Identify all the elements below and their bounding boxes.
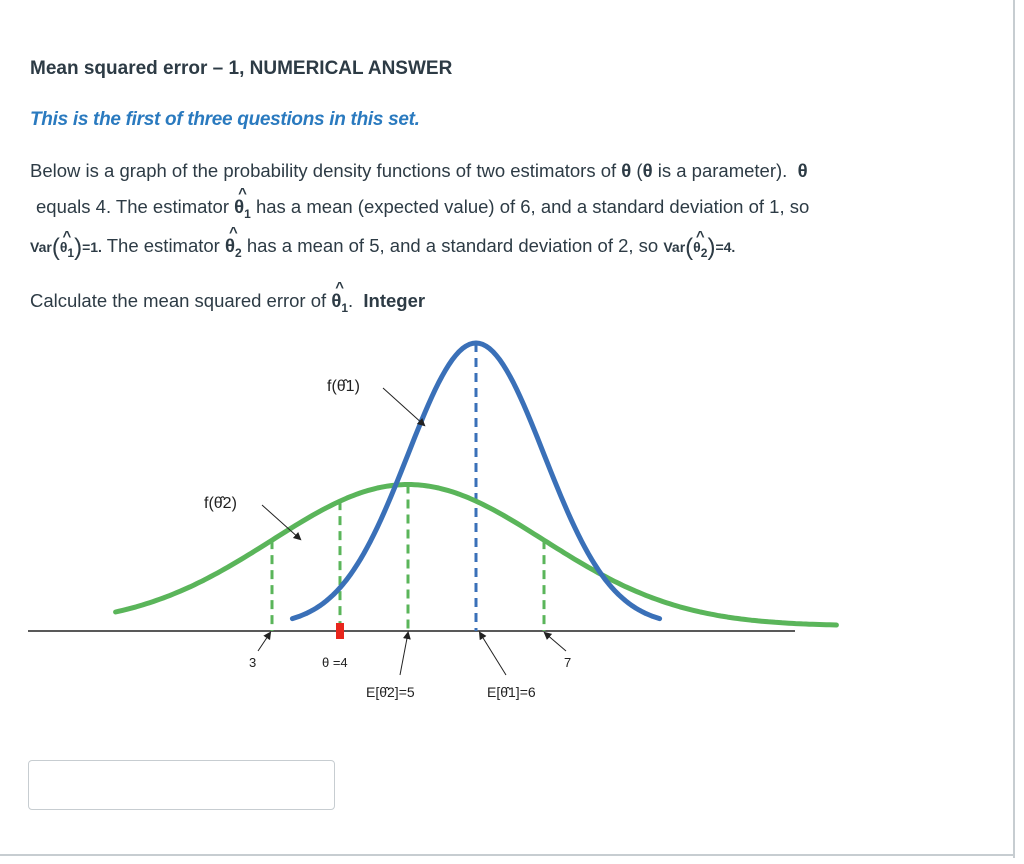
tick-label-theta: θ =4 [322,655,348,670]
theta-hat-2: ^ $\theta_2$ [225,224,242,260]
paragraph-line-4: Calculate the mean squared error of ^ $\theta_1$. Integer [30,279,426,315]
tick-label-7: 7 [564,655,572,670]
tick-label-3: 3 [249,655,257,670]
f2-curve-label: f(θ̂2) [204,495,237,512]
e2-arrow [400,633,408,675]
question-title: Mean squared error – 1, NUMERICAL ANSWER [30,58,453,79]
p2-text-a: equals 4. The estimator [36,196,229,217]
answer-type-label: Integer [363,290,426,311]
var-eq-1: =1. [82,239,102,255]
theta-hat-2: ^ θ2 [693,228,708,260]
f1-curve-label: f(θ̂1) [327,378,360,395]
answer-input[interactable] [28,760,335,810]
tick7-arrow [545,633,566,651]
p4-text-a: Calculate the mean squared error of [30,290,327,311]
theta-hat-1: ^ $\theta_1$ [234,185,251,221]
expected-theta2-label: E[θ̂2]=5 [366,684,415,700]
theta-hat-1: ^ $\theta_1$ [331,279,348,315]
theta-hat-1: ^ θ1 [59,228,75,260]
var-label: Var [30,239,52,255]
e1-arrow [480,633,506,675]
theta-symbol: θ [642,160,653,181]
paragraph-line-1 [30,160,808,182]
var-eq-2: =4. [715,239,736,255]
frame-bottom-border [0,854,1015,856]
var-label: Var [663,239,686,255]
p1-text-b: ( [636,160,643,181]
p2-text-b: has a mean (expected value) of 6, and a standard deviation of 1, so [255,196,810,217]
expected-theta1-label: E[θ̂1]=6 [487,684,536,700]
theta-true-marker [336,623,344,639]
paragraph-line-2 [36,185,810,221]
paragraph-line-3: Var( ^ θ1)=1. The estimator ^ $\theta_2$ has a mean of 5, and a standard deviation of 2, so Var( ^ θ2)=4. [30,224,736,261]
p1-text-c: is a parameter). [657,160,788,181]
p3-text-a: The estimator [106,235,220,256]
question-intro: This is the first of three questions in this set. [30,109,420,130]
p3-text-b: has a mean of 5, and a standard deviation of 2, so [246,235,659,256]
tick3-arrow [258,633,270,651]
f1-label-arrow [383,388,424,425]
theta-symbol: θ [621,160,632,181]
p1-text-a: Below is a graph of the probability density functions of two estimators of [30,160,617,181]
theta-symbol: θ [797,160,808,181]
pdf-chart [0,325,1024,715]
